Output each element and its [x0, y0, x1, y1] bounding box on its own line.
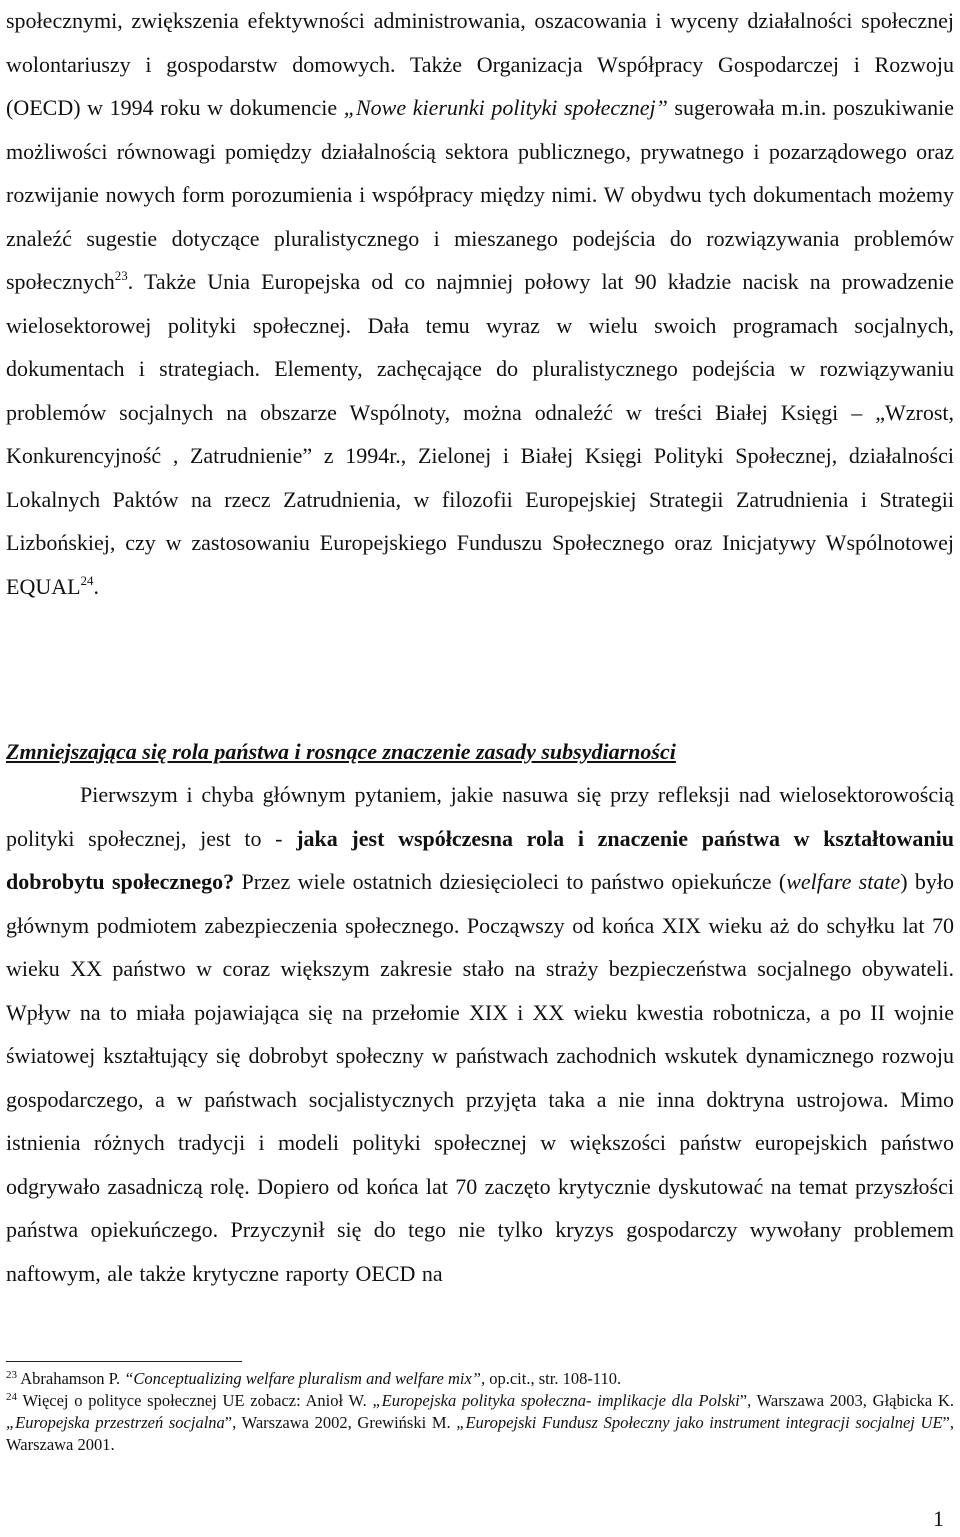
- body-paragraph-1: [6, 0, 954, 608]
- footnote-text: ”, Warszawa 2002, Grewiński M.: [224, 1413, 457, 1432]
- footnote-italic: „Europejska przestrzeń socjalna: [6, 1413, 225, 1432]
- paragraph-text: .: [93, 573, 100, 599]
- footnote-separator: [6, 1361, 242, 1362]
- footnote-24: [6, 1390, 954, 1456]
- bold-question: jaka jest współczesna rola i znaczenie państwa w kształtowaniu dobrobytu społecznego?: [6, 825, 954, 894]
- footnote-text: ”, Warszawa 2001.: [6, 1413, 954, 1454]
- paragraph-text: sugerowała m.in. poszukiwanie możliwości równowagi pomiędzy działalnością sektora publicznego, prywatnego i pozarządowego oraz rozwijanie nowych form porozumienia i współpracy między nimi. W obydwu tych dokumentach możemy znaleźć sugestie dotyczące pluralistycznego i mieszanego podejścia do rozwiązywania problemów społecznych: [6, 95, 954, 294]
- footnote-23: [6, 1368, 954, 1390]
- footnote-italic: “Conceptualizing welfare pluralism and welfare mix”,: [124, 1369, 486, 1388]
- footnote-text: Więcej o polityce społecznej UE zobacz: Anioł W.: [17, 1391, 373, 1410]
- document-page: [6, 0, 955, 1454]
- footnotes: [6, 1368, 954, 1456]
- footnote-italic: „Europejska polityka społeczna- implikacje dla Polski: [372, 1391, 740, 1410]
- footnote-text: Abrahamson P.: [17, 1369, 125, 1388]
- paragraph-text: Przez wiele ostatnich dziesięcioleci to państwo opiekuńcze (: [234, 869, 787, 894]
- section-heading: Zmniejszająca się rola państwa i rosnące znaczenie zasady subsydiarności: [6, 739, 676, 764]
- footnote-number: 23: [6, 1369, 17, 1381]
- footnote-number: 24: [6, 1391, 17, 1403]
- footnote-text: ”, Warszawa 2003, Głąbicka K.: [739, 1391, 955, 1410]
- document-title-italic: „Nowe kierunki polityki społecznej”: [343, 95, 668, 120]
- paragraph-text: ) było głównym podmiotem zabezpieczenia społecznego. Począwszy od końca XIX wieku aż do schyłku lat 70 wieku XX państwo w coraz większym zakresie stało na straży bezpieczeństwa socjalnego obywateli. Wpływ na to miała pojawiająca się na przełomie XIX i XX wieku kwestia robotnicza, a po II wojnie światowej kształtujący się dobrobyt społeczny w państwach zachodnich wskutek dynamicznego rozwoju gospodarczego, a w państwach socjalistycznych przyjęta taka a nie inna doktryna ustrojowa. Mimo istnienia różnych tradycji i modeli polityki społecznej w większości państw europejskich państwo odgrywało zasadniczą rolę. Dopiero od końca lat 70 zaczęto krytycznie dyskutować na temat przyszłości państwa opiekuńczego. Przyczynił się do tego nie tylko kryzys gospodarczy wywołany problemem naftowym, ale także krytyczne raporty OECD na: [6, 869, 954, 1286]
- paragraph-text: społecznymi, zwiększenia efektywności administrowania, oszacowania i wyceny działalności społecznej wolontariuszy i gospodarstw domowych. Także Organizacja Współpracy Gospodarczej i Rozwoju (OECD) w 1994 roku w dokumencie: [6, 8, 954, 120]
- body-paragraph-2: [6, 773, 954, 1295]
- footnote-ref-23[interactable]: 23: [114, 268, 128, 283]
- page-number: 1: [933, 1506, 944, 1531]
- paragraph-text: . Także Unia Europejska od co najmniej połowy lat 90 kładzie nacisk na prowadzenie wielosektorowej polityki społecznej. Dała temu wyraz w wielu swoich programach socjalnych, dokumentach i strategiach. Elementy, zachęcające do pluralistycznego podejścia w rozwiązywaniu problemów socjalnych na obszarze Wspólnoty, można odnaleźć w treści Białej Księgi – „Wzrost, Konkurencyjność , Zatrudnienie” z 1994r., Zielonej i Białej Księgi Polityki Społecznej, działalności Lokalnych Paktów na rzecz Zatrudnienia, w filozofii Europejskiej Strategii Zatrudnienia i Strategii Lizbońskiej, czy w zastosowaniu Europejskiego Funduszu Społecznego oraz Inicjatywy Wspólnotowej EQUAL: [6, 269, 954, 599]
- footnote-ref-24[interactable]: 24: [80, 572, 94, 588]
- paragraph-text: Pierwszym i chyba głównym pytaniem, jakie nasuwa się przy refleksji nad wielosektorowością polityki społecznej, jest to -: [6, 782, 954, 851]
- footnote-italic: „Europejski Fundusz Społeczny jako instrument integracji socjalnej UE: [456, 1413, 943, 1432]
- italic-term: welfare state: [786, 869, 901, 894]
- footnote-text: op.cit., str. 108-110.: [485, 1369, 622, 1388]
